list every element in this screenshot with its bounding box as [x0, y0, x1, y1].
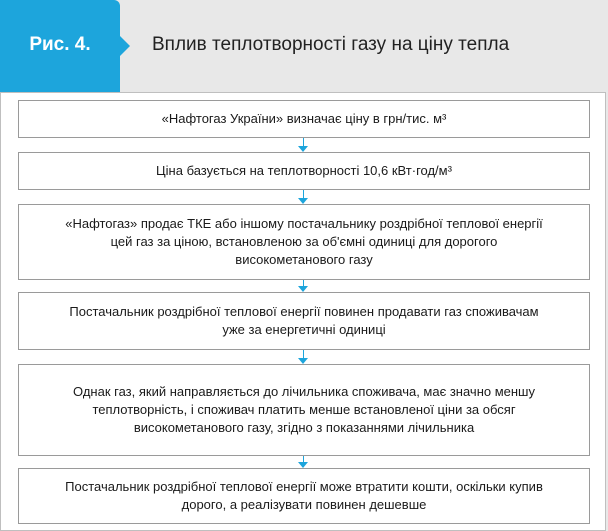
flow-step-1-text: «Нафтогаз України» визначає ціну в грн/тис. м³	[161, 111, 447, 126]
flow-step-3-text: «Нафтогаз» продає ТКЕ або іншому постачальнику роздрібної теплової енергії цей газ за ціною, встановленою за об'ємні одиниці для дорогого високометанового газу	[65, 216, 543, 267]
flow-step-2	[18, 152, 590, 190]
badge-arrow-icon	[120, 36, 130, 56]
flow-step-4	[18, 292, 590, 350]
flow-step-2-text: Ціна базується на теплотворності 10,6 кВт·год/м³	[156, 163, 452, 178]
figure-badge	[0, 0, 120, 92]
flow-step-3	[18, 204, 590, 280]
flow-step-1	[18, 100, 590, 138]
figure-label: Рис. 4.	[29, 34, 91, 55]
flow-step-5-text: Однак газ, який направляється до лічильника споживача, має значно меншу теплотворність, і споживач платить менше встановленої ціни за обсяг високометанового газу, згідно з показаннями лічильника	[73, 384, 535, 435]
flow-step-6	[18, 468, 590, 524]
figure-header	[0, 0, 608, 92]
flow-step-6-text: Постачальник роздрібної теплової енергії може втратити кошти, оскільки купив дорого, а реалізувати повинен дешевше	[65, 479, 543, 512]
flow-step-4-text: Постачальник роздрібної теплової енергії повинен продавати газ споживачам уже за енергетичні одиниці	[69, 304, 539, 337]
figure-title: Вплив теплотворності газу на ціну тепла	[152, 34, 510, 55]
flow-step-5	[18, 364, 590, 456]
